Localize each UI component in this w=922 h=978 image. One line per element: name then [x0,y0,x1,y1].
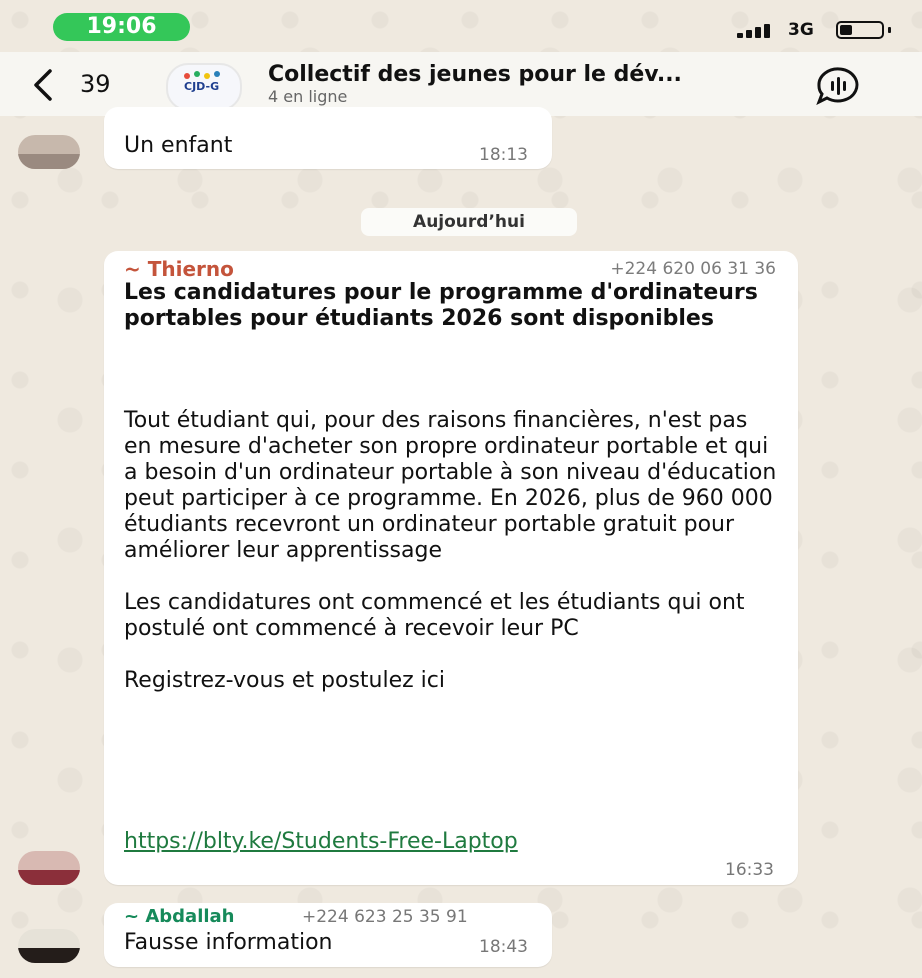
status-time: 19:06 [53,13,190,41]
back-button[interactable] [28,66,118,106]
message-bubble[interactable] [104,903,552,967]
message-time: 18:43 [479,937,528,957]
message-time: 16:33 [725,860,774,880]
message-text: Fausse information [124,930,333,955]
message-text: Un enfant [124,133,233,158]
unread-count: 39 [80,70,111,98]
group-logo-icon [179,70,229,80]
sender-phone: +224 623 25 35 91 [302,907,468,927]
group-logo-text: CJD-G [184,80,220,93]
message-body: Tout étudiant qui, pour des raisons financières, n'est pas en mesure d'acheter son propre ordinateur portable et qui a besoin d'un ordinateur portable à son niveau d'éducation peut participer à ce programme. En 2026, plus de 960 000 étudiants recevront un ordinateur portable gratuit pour améliorer leur apprentissage Les candidatures ont commencé et les étudiants qui ont postulé ont commencé à recevoir leur PC Registrez-vous et postulez ici [124,408,777,693]
date-separator: Aujourd’hui [361,208,577,236]
avatar-photo [18,870,80,885]
online-status: 4 en ligne [268,87,348,106]
group-avatar[interactable] [166,63,242,111]
avatar-photo [18,948,80,963]
chevron-left-icon [28,68,62,102]
battery-icon [836,21,884,39]
sender-name[interactable]: ~ Abdallah [124,906,235,927]
message-link[interactable]: https://blty.ke/Students-Free-Laptop [124,829,518,854]
avatar-photo [18,154,80,169]
network-type: 3G [788,20,814,40]
status-bar [0,0,922,52]
group-call-icon[interactable] [814,67,862,105]
battery-tip [888,27,891,33]
avatar[interactable] [18,929,80,963]
sender-name[interactable]: ~ Thierno [124,257,234,281]
avatar[interactable] [18,851,80,885]
battery-level-fill [840,25,852,35]
avatar[interactable] [18,135,80,169]
signal-icon [737,22,779,38]
sender-phone: +224 620 06 31 36 [610,259,776,279]
group-name[interactable]: Collectif des jeunes pour le dév... [268,62,682,87]
message-title: Les candidatures pour le programme d'ordinateurs portables pour étudiants 2026 sont disponibles [124,280,758,331]
message-bubble[interactable] [104,107,552,169]
message-bubble[interactable] [104,251,798,885]
message-time: 18:13 [479,145,528,165]
